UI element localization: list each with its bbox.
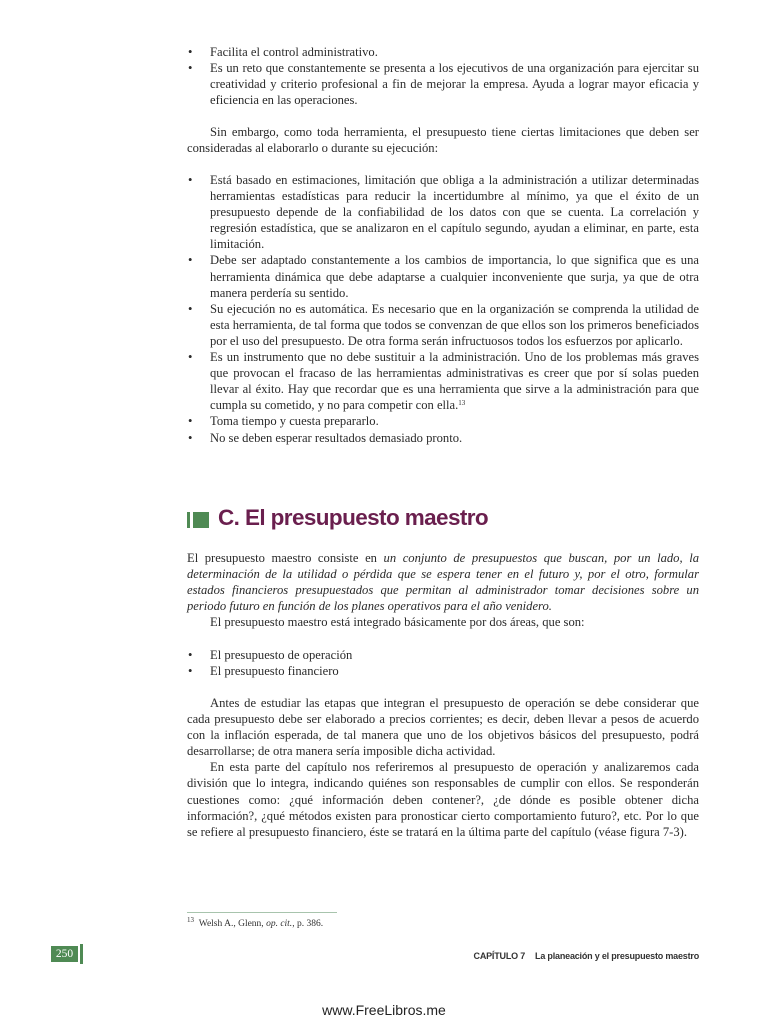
footnote — [187, 918, 323, 930]
list-item: • Debe ser adaptado constantemente a los cambios de importancia, lo que significa que es una herramienta dinámica que debe adaptarse a cualquier inconveniente que surja, ya que de otra manera perdería su sentido. — [187, 252, 699, 300]
limitations-list — [187, 172, 699, 446]
list-item: • Es un reto que constantemente se presenta a los ejecutivos de una organización para ejercitar su creatividad y criterio profesional a fin de mejorar la empresa. Ayuda a lograr mayor eficacia y eficiencia en las operaciones. — [187, 60, 699, 108]
footnote-author: Welsh A., Glenn, — [198, 919, 267, 929]
running-footer — [474, 951, 699, 961]
paragraph: El presupuesto maestro está integrado básicamente por dos áreas, que son: — [210, 615, 585, 630]
list-item: • No se deben esperar resultados demasiado pronto. — [187, 430, 699, 446]
definition-paragraph — [187, 550, 699, 614]
paragraph: Antes de estudiar las etapas que integran el presupuesto de operación se debe considerar que cada presupuesto debe ser elaborado a precios corrientes; es decir, deben llevar a pesos de acuerdo con la inflación esperada, de tal manera que uno de los objetivos básicos del presupuesto, podrá desarrollarse; de otra manera sería imposible dicha actividad. — [187, 696, 699, 759]
list-item: • Está basado en estimaciones, limitación que obliga a la administración a utilizar determinadas herramientas estadísticas para reducir la incertidumbre al mínimo, ya que el éxito de un presupuesto depende de la confiabilidad de los datos con que se cuenta. La correlación y regresión estadística, que se analizaron en el capítulo segundo, ayudan a eliminar, en parte, esta limitación. — [187, 172, 699, 252]
section-heading — [187, 505, 488, 531]
list-item — [187, 349, 699, 413]
footnote-citation: op. cit. — [266, 919, 293, 929]
areas-list — [187, 647, 699, 679]
footnote-page: , p. 386. — [292, 919, 324, 929]
footnote-divider — [187, 912, 337, 913]
list-item: • Facilita el control administrativo. — [187, 44, 699, 60]
closing-block — [187, 695, 699, 840]
list-item: • Su ejecución no es automática. Es necesario que en la organización se comprenda la utilidad de esta herramienta, de tal forma que todos se convenzan de que ellos son los primeros beneficiados por el uso del presupuesto. De otra forma serán infructuosos todos los esfuerzos por aplicarlo. — [187, 301, 699, 349]
list-item: • El presupuesto financiero — [187, 663, 699, 679]
footnote-reference[interactable]: 13 — [458, 399, 466, 408]
limitations-intro-block — [187, 124, 699, 156]
list-item-text: Es un instrumento que no debe sustituir a la administración. Uno de los problemas más graves que provocan el fracaso de las herramientas administrativas es creer que por sí solas pueden llevar al éxito. Hay que recordar que es una herramienta que sirve a la administración para que cumpla su cometido, y no para competir con ella. — [210, 350, 699, 413]
page-number: 250 — [51, 946, 78, 962]
page-number-bar — [80, 944, 83, 964]
definition-lead: El presupuesto maestro consiste en — [187, 551, 384, 565]
top-bullet-block — [187, 44, 699, 108]
section-marker-icon — [187, 512, 209, 528]
footnote-number: 13 — [187, 916, 194, 924]
chapter-title: La planeación y el presupuesto maestro — [535, 951, 699, 961]
watermark-link[interactable]: www.FreeLibros.me — [322, 1002, 446, 1018]
list-item: • El presupuesto de operación — [187, 647, 699, 663]
areas-block — [187, 647, 699, 679]
chapter-label: CAPÍTULO 7 — [473, 951, 526, 961]
definition-italic: un conjunto de presupuestos que buscan, por un lado, la determinación de la utilidad o pérdida que se espera tener en el futuro y, por el otro, formular estados financieros presupuestados que permitan al administrador tomar decisiones sobre un periodo futuro en función de los planes operativos para el año venidero. — [187, 551, 699, 614]
master-budget-block — [187, 550, 699, 630]
paragraph: En esta parte del capítulo nos referiremos al presupuesto de operación y analizaremos cada división que lo integra, indicando quiénes son responsables de cumplir con ellos. Se responderán cuestiones como: ¿qué información deben contener?, ¿de dónde es posible obtener dicha información?, ¿qué métodos existen para pronosticar cierto comportamiento futuro?, etc. Por lo que se refiere al presupuesto financiero, éste se tratará en la última parte del capítulo (véase figura 7-3). — [187, 760, 699, 839]
limitations-block — [187, 172, 699, 446]
list-item: • Toma tiempo y cuesta prepararlo. — [187, 413, 699, 429]
section-title: C. El presupuesto maestro — [218, 505, 489, 530]
paragraph: Sin embargo, como toda herramienta, el presupuesto tiene ciertas limitaciones que deben ser consideradas al elaborarlo o durante su ejecución: — [187, 125, 699, 156]
advantages-list — [187, 44, 699, 108]
